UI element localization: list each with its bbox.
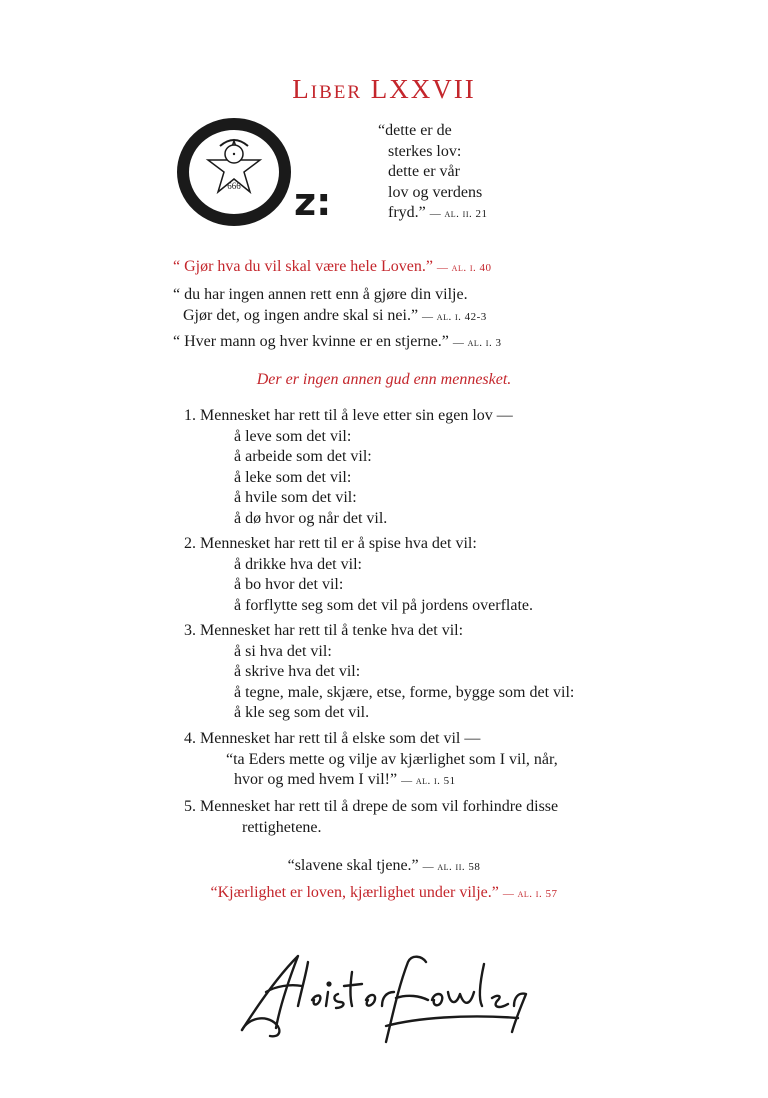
quote-ref: — al. i. 51 bbox=[401, 775, 456, 787]
item-sub: å leke som det vil: bbox=[234, 468, 352, 486]
item-sub: å forflytte seg som det vil på jordens overflate. bbox=[234, 596, 534, 614]
quote-line: Gjør det, og ingen andre skal si nei.” — al. i. 42-3 bbox=[183, 307, 487, 324]
oz-quote bbox=[378, 121, 488, 225]
item-sub: å drikke hva det vil: bbox=[234, 555, 362, 573]
item-sub: å bo hvor det vil: bbox=[234, 576, 344, 593]
item-sub: å arbeide som det vil: bbox=[234, 448, 372, 465]
item-sub: å kle seg som det vil. bbox=[234, 704, 370, 721]
item-head: 1. Mennesket har rett til å leve etter sin egen lov — bbox=[184, 407, 513, 424]
oz-quote-ref: — al. ii. 21 bbox=[429, 208, 488, 220]
quote-ref: — al. i. 57 bbox=[502, 888, 558, 900]
quote-will bbox=[173, 284, 487, 328]
oz-quote-line: lov og verdens bbox=[388, 183, 483, 201]
item-sub: å dø hvor og når det vil. bbox=[234, 509, 388, 527]
quote-ref: — al. ii. 58 bbox=[422, 861, 481, 873]
closing-quote-love: “Kjærlighet er loven, kjærlighet under vilje.” — al. i. 57 bbox=[210, 884, 558, 901]
item-sub: å si hva det vil: bbox=[234, 642, 332, 660]
list-item bbox=[184, 406, 513, 529]
quote-ref: — al. i. 42-3 bbox=[422, 311, 487, 323]
item-sub: å skrive hva det vil: bbox=[234, 663, 361, 680]
item-head: 4. Mennesket har rett til å elske som det vil — bbox=[184, 730, 481, 747]
list-item bbox=[184, 534, 533, 616]
quote-star: “ Hver mann og hver kvinne er en stjerne.” — al. i. 3 bbox=[173, 333, 502, 350]
item-sub: hvor og med hvem I vil!” — al. i. 51 bbox=[234, 771, 456, 788]
item-sub: å hvile som det vil: bbox=[234, 489, 357, 506]
item-head: 5. Mennesket har rett til å drepe de som vil forhindre disse bbox=[184, 798, 559, 815]
item-sub: å tegne, male, skjære, etse, forme, bygge som det vil: bbox=[234, 683, 575, 701]
oz-quote-line: “dette er de bbox=[378, 122, 452, 139]
quote-ref: — al. i. 40 bbox=[436, 262, 492, 274]
list-item bbox=[184, 621, 574, 724]
oz-quote-line: dette er vår bbox=[388, 163, 460, 180]
signature bbox=[236, 948, 532, 1044]
oz-emblem-icon bbox=[176, 116, 296, 228]
item-sub: “ta Eders mette og vilje av kjærlighet som I vil, når, bbox=[226, 750, 558, 768]
item-sub: rettighetene. bbox=[242, 818, 322, 836]
list-item bbox=[184, 729, 558, 792]
oz-letter: z: bbox=[294, 180, 332, 224]
motto: Der er ingen annen gud enn mennesket. bbox=[256, 371, 512, 388]
page-title: Liber LXXVII bbox=[292, 74, 476, 104]
item-sub: å leve som det vil: bbox=[234, 427, 352, 445]
closing-quote: “slavene skal tjene.” — al. ii. 58 bbox=[287, 857, 481, 874]
quote-line: “ du har ingen annen rett enn å gjøre din vilje. bbox=[173, 286, 468, 303]
oz-quote-line: fryd.” — al. ii. 21 bbox=[388, 204, 488, 221]
item-head: 2. Mennesket har rett til er å spise hva det vil: bbox=[184, 535, 477, 552]
quote-ref: — al. i. 3 bbox=[452, 337, 502, 349]
oz-quote-line: sterkes lov: bbox=[388, 142, 462, 160]
quote-law: “ Gjør hva du vil skal være hele Loven.” — al. i. 40 bbox=[173, 258, 492, 275]
list-item bbox=[184, 797, 558, 838]
emblem-numerals: 666 bbox=[227, 181, 241, 191]
item-head: 3. Mennesket har rett til å tenke hva det vil: bbox=[184, 622, 464, 639]
